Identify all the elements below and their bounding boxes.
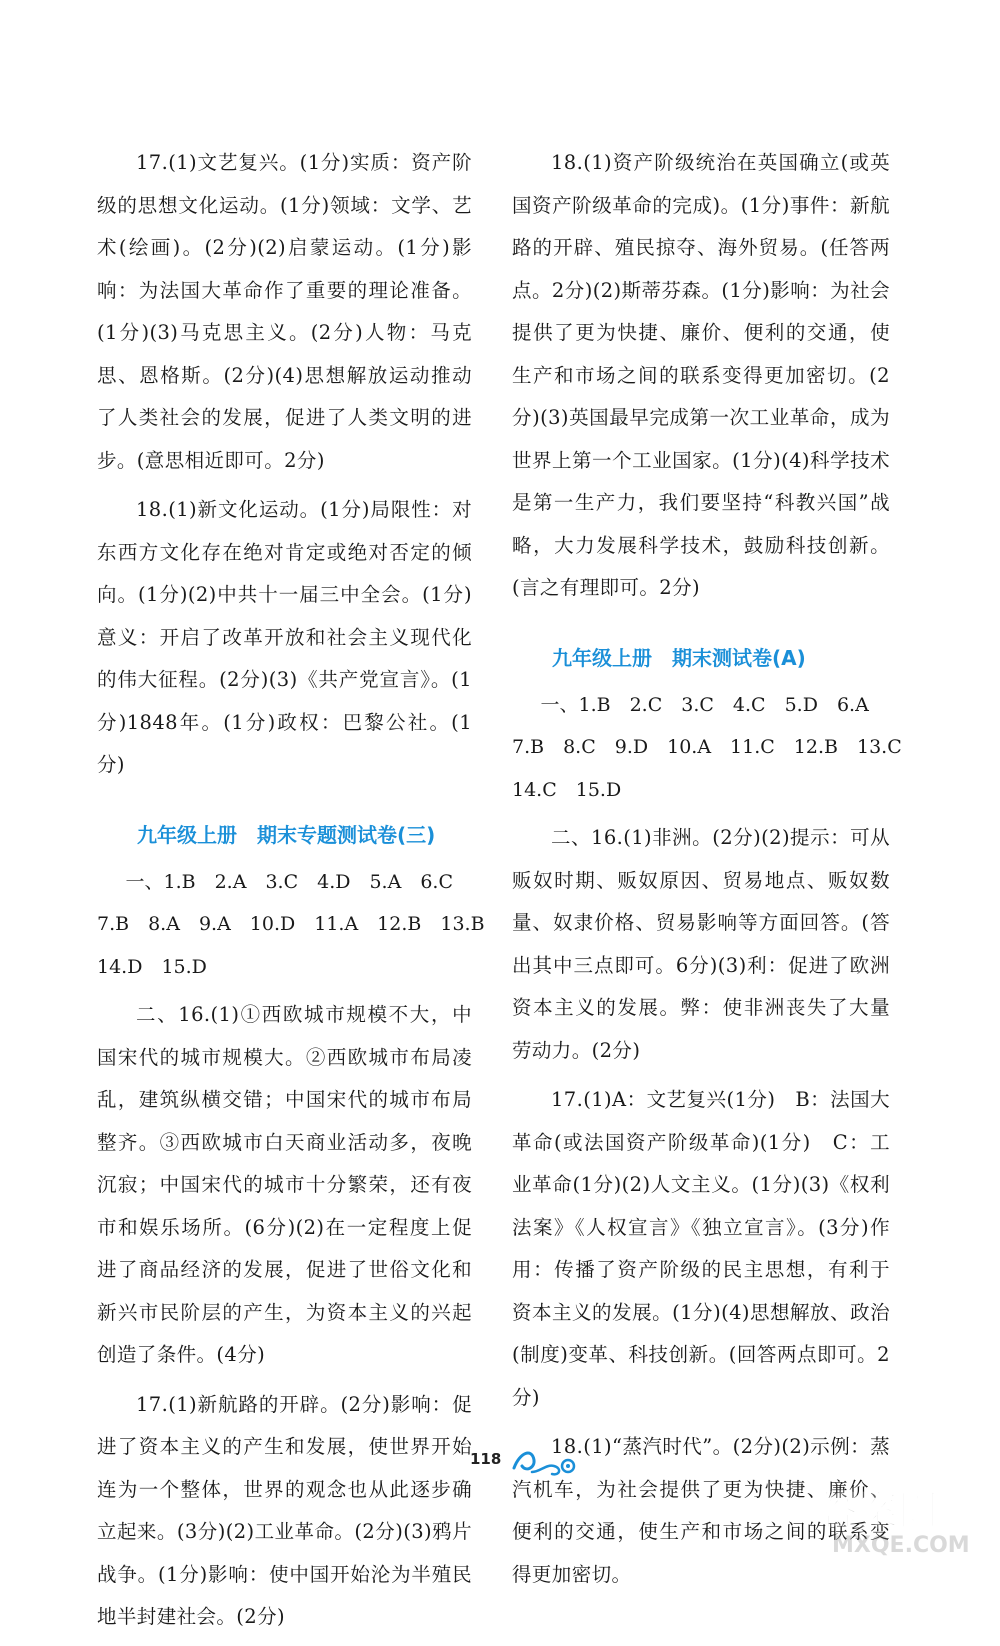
answer-paragraph-17-history: 17.(1)文艺复兴。(1分)实质：资产阶级的思想文化运动。(1分)领域：文学、艺术(绘画)。(2分)(2)启蒙运动。(1分)影响：为法国大革命作了重要的理论准备。(1分)(3)马克思主义。(2分)人物：马克思、恩格斯。(2分)(4)思想解放运动推动了人类社会的发展，促进了人类文明的进步。(意思相近即可。2分)	[97, 151, 472, 472]
section-title-final-test-a: 九年级上册 期末测试卷(A)	[552, 645, 806, 670]
choice-answers-line: 14.C 15.D	[512, 778, 622, 801]
answer-paragraph-17-new-route: 17.(1)新航路的开辟。(2分)影响：促进了资本主义的产生和发展，使世界开始连为一个整体，世界的观念也从此逐步确立起来。(3分)(2)工业革命。(2分)(3)鸦片战争。(1分)影响：使中国开始沦为半殖民地半封建社会。(2分)	[97, 1392, 472, 1628]
choice-answers-line: 一、1.B 2.A 3.C 4.D 5.A 6.C	[125, 870, 453, 893]
choice-answers-test-a	[512, 684, 902, 812]
answer-paragraph-17-revolutions: 17.(1)A：文艺复兴(1分) B：法国大革命(或法国资产阶级革命)(1分) C：工业革命(1分)(2)人文主义。(1分)(3)《权利法案》《人权宣言》《独立宣言》。(3分)作用：传播了资产阶级的民主思想，有利于资本主义的发展。(1分)(4)思想解放、政治(制度)变革、科技创新。(回答两点即可。2分)	[512, 1088, 890, 1409]
choice-answers-test-3	[97, 861, 485, 989]
choice-answers-line: 一、1.B 2.C 3.C 4.C 5.D 6.A	[540, 693, 869, 716]
svg-text:答案圈: 答案圈	[818, 1488, 938, 1534]
section-title-final-special-test-3: 九年级上册 期末专题测试卷(三)	[137, 822, 436, 847]
page-footer	[0, 1442, 1000, 1482]
swirl-logo-icon	[510, 1446, 584, 1476]
answer-paragraph-18-industrial: 18.(1)资产阶级统治在英国确立(或英国资产阶级革命的完成)。(1分)事件：新航路的开辟、殖民掠夺、海外贸易。(任答两点。2分)(2)斯蒂芬森。(1分)影响：为社会提供了更为快捷、廉价、便利的交通，使生产和市场之间的联系变得更加密切。(2分)(3)英国最早完成第一次工业革命，成为世界上第一个工业国家。(1分)(4)科学技术是第一生产力，我们要坚持“科教兴国”战略，大力发展科学技术，鼓励科技创新。(言之有理即可。2分)	[512, 151, 890, 599]
page-number: 118	[470, 1450, 502, 1468]
answer-paragraph-18-new-culture: 18.(1)新文化运动。(1分)局限性：对东西方文化存在绝对肯定或绝对否定的倾向。(1分)(2)中共十一届三中全会。(1分)意义：开启了改革开放和社会主义现代化的伟大征程。(2分)(3)《共产党宣言》。(1分)1848年。(1分)政权：巴黎公社。(1分)	[97, 498, 472, 776]
answer-paragraph-18-steam: 18.(1)“蒸汽时代”。(2分)(2)示例：蒸汽机车，为社会提供了更为快捷、廉价、便利的交通，使生产和市场之间的联系变得更加密切。	[512, 1435, 890, 1586]
watermark-logo-icon	[810, 1480, 995, 1558]
choice-answers-line: 7.B 8.C 9.D 10.A 11.C 12.B 13.C	[512, 736, 902, 758]
answer-paragraph-16-africa: 二、16.(1)非洲。(2分)(2)提示：可从贩奴时期、贩奴原因、贸易地点、贩奴数量、奴隶价格、贸易影响等方面回答。(答出其中三点即可。6分)(3)利：促进了欧洲资本主义的发展。弊：使非洲丧失了大量劳动力。(2分)	[512, 826, 890, 1062]
answer-paragraph-16-cities: 二、16.(1)①西欧城市规模不大，中国宋代的城市规模大。②西欧城市布局凌乱，建筑纵横交错；中国宋代的城市布局整齐。③西欧城市白天商业活动多，夜晚沉寂；中国宋代的城市十分繁荣，还有夜市和娱乐场所。(6分)(2)在一定程度上促进了商品经济的发展，促进了世俗文化和新兴市民阶层的产生，为资本主义的兴起创造了条件。(4分)	[97, 1003, 472, 1366]
choice-answers-line: 7.B 8.A 9.A 10.D 11.A 12.B 13.B	[97, 913, 485, 935]
choice-answers-line: 14.D 15.D	[97, 955, 207, 978]
left-column	[97, 142, 485, 1646]
svg-text:MXQE.COM: MXQE.COM	[832, 1533, 970, 1558]
